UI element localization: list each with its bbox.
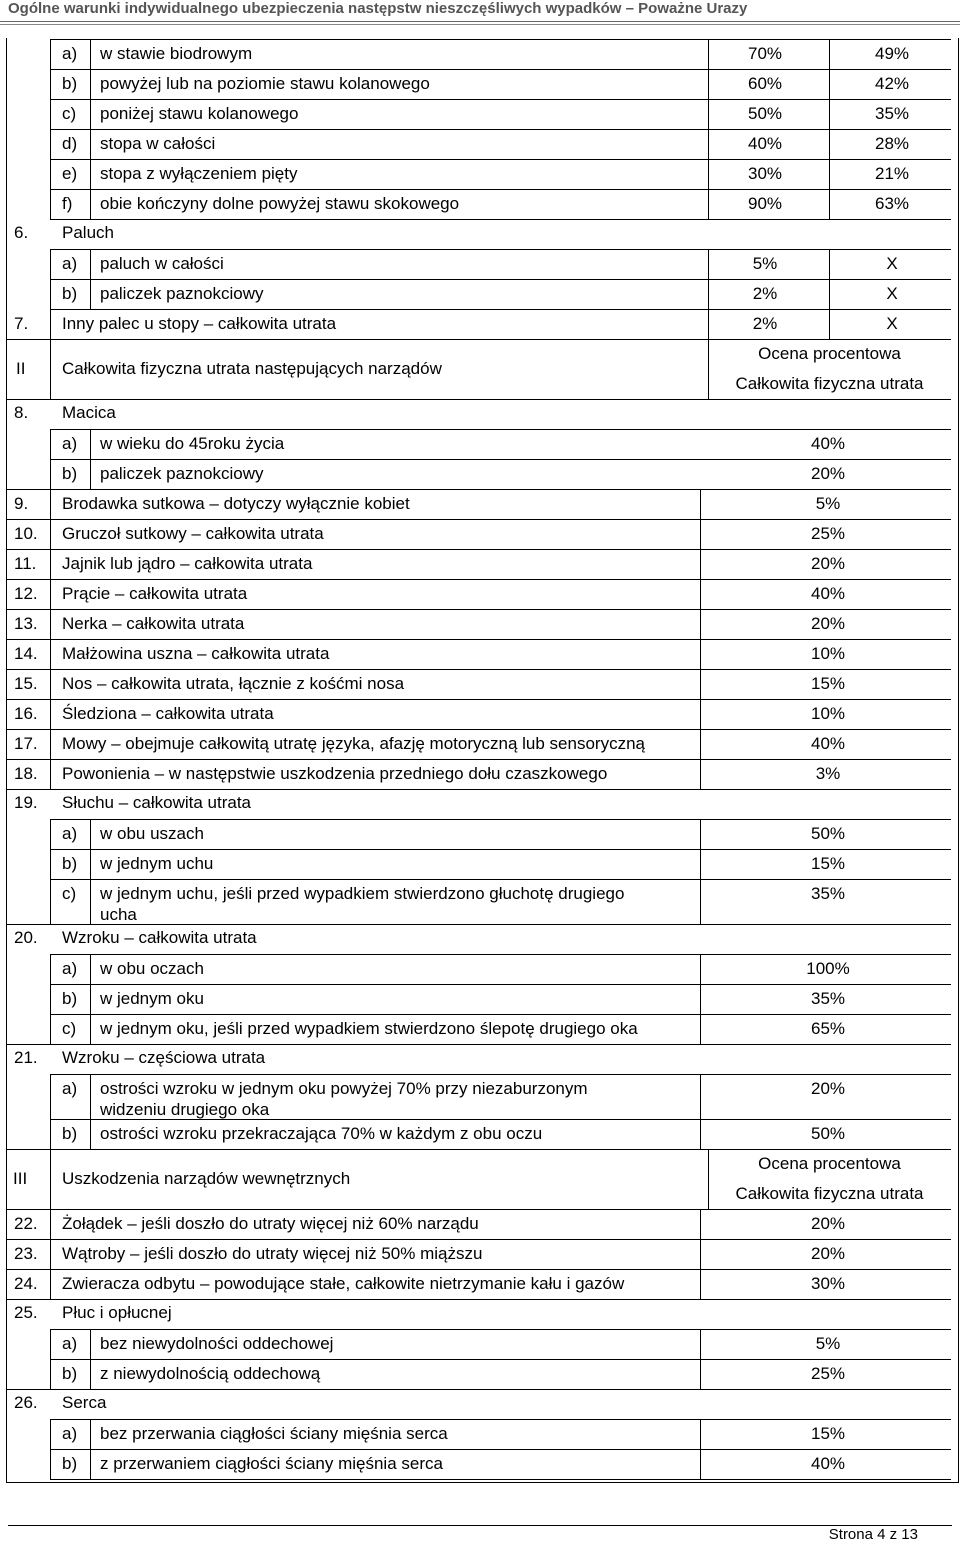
row-border <box>50 429 951 430</box>
header-rule-thin <box>0 24 960 25</box>
item-number: 9. <box>14 494 29 513</box>
row-value: 10% <box>810 644 846 663</box>
cell-border <box>700 819 701 849</box>
row-letter: f) <box>62 194 73 213</box>
cell-border <box>90 1329 91 1359</box>
row-border <box>6 1239 951 1240</box>
cell-border <box>700 1269 701 1299</box>
row-border <box>6 1149 951 1150</box>
item-number: 10. <box>14 524 38 543</box>
section-roman: III <box>13 1169 28 1188</box>
row-value-1: 2% <box>752 314 778 333</box>
row-border <box>50 279 951 280</box>
row-label: w wieku do 45roku życia <box>100 434 285 453</box>
row-border <box>50 459 951 460</box>
cell-border <box>708 99 709 129</box>
item-number: 17. <box>14 734 38 753</box>
item-label: Macica <box>62 403 116 422</box>
cell-border <box>708 39 709 69</box>
row-value: 25% <box>810 1364 846 1383</box>
cell-border <box>700 489 701 519</box>
cell-border <box>50 879 51 924</box>
row-border <box>6 579 951 580</box>
cell-border <box>50 1149 51 1209</box>
row-border <box>6 549 951 550</box>
row-value: 15% <box>810 854 846 873</box>
row-border <box>50 1074 951 1075</box>
row-value: 50% <box>810 824 846 843</box>
row-border <box>50 1449 951 1450</box>
row-border <box>50 1479 951 1480</box>
row-value-1: 60% <box>747 74 783 93</box>
row-label: z niewydolnością oddechową <box>100 1364 321 1383</box>
item-label: Serca <box>62 1393 107 1412</box>
cell-border <box>50 1014 51 1044</box>
cell-border <box>829 69 830 99</box>
cell-border <box>50 309 51 339</box>
row-label: w stawie biodrowym <box>100 44 253 63</box>
cell-border <box>50 1329 51 1359</box>
item-label: Powonienia – w następstwie uszkodzenia przedniego dołu czaszkowego <box>62 764 608 783</box>
cell-border <box>829 159 830 189</box>
row-border <box>50 39 951 40</box>
cell-border <box>708 159 709 189</box>
row-letter: a) <box>62 254 78 273</box>
row-border <box>6 789 951 790</box>
row-value-2: X <box>886 284 898 303</box>
row-value: 30% <box>810 1274 846 1293</box>
row-value: 40% <box>810 584 846 603</box>
item-label: Płuc i opłucnej <box>62 1303 172 1322</box>
item-label: Zwieracza odbytu – powodujące stałe, całkowite nietrzymanie kału i gazów <box>62 1274 625 1293</box>
page-header-title: Ogólne warunki indywidualnego ubezpieczenia następstw nieszczęśliwych wypadków – Poważne Urazy <box>8 0 748 17</box>
cell-border <box>90 1074 91 1119</box>
row-border <box>6 609 951 610</box>
cell-border <box>50 849 51 879</box>
cell-border <box>50 519 51 549</box>
cell-border <box>90 159 91 189</box>
row-label: poniżej stawu kolanowego <box>100 104 299 123</box>
row-value: 20% <box>810 464 846 483</box>
cell-border <box>829 129 830 159</box>
row-border <box>50 819 951 820</box>
cell-border <box>708 69 709 99</box>
row-value-1: 50% <box>747 104 783 123</box>
row-value: 40% <box>810 434 846 453</box>
column-header-1: Ocena procentowa <box>758 344 901 363</box>
row-label: stopa z wyłączeniem pięty <box>100 164 298 183</box>
item-label: Prącie – całkowita utrata <box>62 584 248 603</box>
cell-border <box>50 279 51 309</box>
cell-border <box>700 759 701 789</box>
cell-border <box>90 819 91 849</box>
section-title: Uszkodzenia narządów wewnętrznych <box>62 1169 351 1188</box>
cell-border <box>700 1074 701 1119</box>
row-letter: a) <box>62 44 78 63</box>
row-label: w jednym uchu, jeśli przed wypadkiem stwierdzono głuchotę drugiego <box>100 884 625 903</box>
section-title: Całkowita fizyczna utrata następujących narządów <box>62 359 442 378</box>
row-value: 25% <box>810 524 846 543</box>
cell-border <box>50 1419 51 1449</box>
row-border <box>6 1299 951 1300</box>
row-letter: e) <box>62 164 78 183</box>
cell-border <box>829 39 830 69</box>
item-label: Brodawka sutkowa – dotyczy wyłącznie kobiet <box>62 494 410 513</box>
row-label-cont: widzeniu drugiego oka <box>100 1100 270 1119</box>
cell-border <box>708 279 709 309</box>
cell-border <box>50 189 51 219</box>
row-letter: a) <box>62 1334 78 1353</box>
item-number: 6. <box>14 223 29 242</box>
row-value: 20% <box>810 1214 846 1233</box>
row-letter: b) <box>62 1124 78 1143</box>
cell-border <box>700 1014 701 1044</box>
cell-border <box>50 819 51 849</box>
cell-border <box>700 1209 701 1239</box>
row-letter: a) <box>62 1424 78 1443</box>
row-letter: b) <box>62 854 78 873</box>
row-value-2: X <box>886 314 898 333</box>
item-number: 13. <box>14 614 38 633</box>
row-letter: d) <box>62 134 78 153</box>
column-header-1: Ocena procentowa <box>758 1154 901 1173</box>
item-label: Małżowina uszna – całkowita utrata <box>62 644 330 663</box>
row-border <box>50 69 951 70</box>
row-value-2: 49% <box>874 44 910 63</box>
item-label: Inny palec u stopy – całkowita utrata <box>62 314 337 333</box>
row-value: 20% <box>810 1244 846 1263</box>
item-number: 20. <box>14 928 38 947</box>
cell-border <box>50 759 51 789</box>
cell-border <box>700 849 701 879</box>
cell-border <box>90 879 91 924</box>
cell-border <box>700 1359 701 1389</box>
cell-border <box>50 1269 51 1299</box>
page-number: Strona 4 z 13 <box>828 1526 918 1543</box>
cell-border <box>700 1449 701 1479</box>
row-value-2: 42% <box>874 74 910 93</box>
row-value: 3% <box>815 764 841 783</box>
item-number: 18. <box>14 764 38 783</box>
section-roman: II <box>16 359 26 378</box>
cell-border <box>700 1329 701 1359</box>
row-border <box>6 729 951 730</box>
row-border <box>50 309 951 310</box>
cell-border <box>700 954 701 984</box>
item-label: Nerka – całkowita utrata <box>62 614 245 633</box>
cell-border <box>829 99 830 129</box>
cell-border <box>90 984 91 1014</box>
cell-border <box>708 189 709 219</box>
cell-border <box>50 549 51 579</box>
cell-border <box>708 339 709 399</box>
cell-border <box>50 1119 51 1149</box>
cell-border <box>50 99 51 129</box>
row-border <box>6 339 951 340</box>
item-number: 7. <box>14 314 29 333</box>
row-letter: a) <box>62 959 78 978</box>
cell-border <box>50 639 51 669</box>
row-letter: b) <box>62 74 78 93</box>
cell-border <box>700 579 701 609</box>
item-number: 25. <box>14 1303 38 1322</box>
footer-rule <box>8 1525 952 1526</box>
cell-border <box>90 1419 91 1449</box>
row-value: 20% <box>810 554 846 573</box>
item-label: Żołądek – jeśli doszło do utraty więcej niż 60% narządu <box>62 1214 479 1233</box>
row-value-2: 63% <box>874 194 910 213</box>
cell-border <box>50 954 51 984</box>
row-value: 35% <box>810 884 846 903</box>
cell-border <box>700 729 701 759</box>
item-number: 15. <box>14 674 38 693</box>
cell-border <box>50 489 51 519</box>
row-label: z przerwaniem ciągłości ściany mięśnia serca <box>100 1454 443 1473</box>
row-value: 15% <box>810 674 846 693</box>
column-header-2: Całkowita fizyczna utrata <box>735 374 924 393</box>
row-value: 10% <box>810 704 846 723</box>
row-value-1: 2% <box>752 284 778 303</box>
cell-border <box>50 429 51 459</box>
cell-border <box>50 1359 51 1389</box>
row-border <box>50 984 951 985</box>
item-label: Mowy – obejmuje całkowitą utratę języka, afazję motoryczną lub sensoryczną <box>62 734 645 753</box>
row-label: w obu oczach <box>100 959 204 978</box>
row-border <box>50 1359 951 1360</box>
cell-border <box>90 1449 91 1479</box>
row-value: 100% <box>806 959 850 978</box>
row-label: stopa w całości <box>100 134 216 153</box>
cell-border <box>50 699 51 729</box>
row-value: 5% <box>815 1334 841 1353</box>
item-number: 26. <box>14 1393 38 1412</box>
row-value-1: 40% <box>747 134 783 153</box>
item-number: 24. <box>14 1274 38 1293</box>
row-value-1: 5% <box>752 254 778 273</box>
row-border <box>6 669 951 670</box>
row-value: 5% <box>815 494 841 513</box>
cell-border <box>90 249 91 279</box>
cell-border <box>90 39 91 69</box>
row-border <box>50 249 951 250</box>
item-label: Nos – całkowita utrata, łącznie z kośćmi nosa <box>62 674 405 693</box>
cell-border <box>50 129 51 159</box>
item-number: 14. <box>14 644 38 663</box>
header-rule <box>0 21 960 22</box>
row-letter: b) <box>62 1364 78 1383</box>
row-letter: a) <box>62 1079 78 1098</box>
row-value: 40% <box>810 734 846 753</box>
row-border <box>6 1269 951 1270</box>
cell-border <box>829 309 830 339</box>
row-border <box>50 189 951 190</box>
row-border <box>50 129 951 130</box>
row-border <box>6 759 951 760</box>
row-border <box>50 1329 951 1330</box>
row-border <box>6 1209 951 1210</box>
cell-border <box>50 1209 51 1239</box>
cell-border <box>90 69 91 99</box>
row-border <box>50 159 951 160</box>
cell-border <box>700 549 701 579</box>
row-label-cont: ucha <box>100 905 137 924</box>
row-value-2: 21% <box>874 164 910 183</box>
row-border <box>50 1119 951 1120</box>
row-letter: a) <box>62 434 78 453</box>
cell-border <box>50 339 51 399</box>
row-border <box>6 489 951 490</box>
row-value-1: 30% <box>747 164 783 183</box>
cell-border <box>50 39 51 69</box>
cell-border <box>708 309 709 339</box>
column-header-2: Całkowita fizyczna utrata <box>735 1184 924 1203</box>
item-label: Wzroku – całkowita utrata <box>62 928 257 947</box>
item-number: 16. <box>14 704 38 723</box>
item-label: Gruczoł sutkowy – całkowita utrata <box>62 524 324 543</box>
row-value: 15% <box>810 1424 846 1443</box>
row-border <box>6 399 951 400</box>
row-value: 40% <box>810 1454 846 1473</box>
row-border <box>50 219 951 220</box>
row-border <box>50 1014 951 1015</box>
row-label: ostrości wzroku w jednym oku powyżej 70% przy niezaburzonym <box>100 1079 588 1098</box>
item-number: 21. <box>14 1048 38 1067</box>
row-border <box>50 954 951 955</box>
row-letter: c) <box>62 104 77 123</box>
row-value-1: 90% <box>747 194 783 213</box>
item-number: 19. <box>14 793 38 812</box>
row-label: paliczek paznokciowy <box>100 464 264 483</box>
cell-border <box>50 159 51 189</box>
row-letter: c) <box>62 1019 77 1038</box>
cell-border <box>708 249 709 279</box>
cell-border <box>90 129 91 159</box>
cell-border <box>50 669 51 699</box>
cell-border <box>90 849 91 879</box>
row-border <box>50 849 951 850</box>
cell-border <box>90 1119 91 1149</box>
cell-border <box>700 879 701 924</box>
row-label: powyżej lub na poziomie stawu kolanowego <box>100 74 430 93</box>
cell-border <box>90 954 91 984</box>
row-value-1: 70% <box>747 44 783 63</box>
cell-border <box>700 1419 701 1449</box>
row-label: ostrości wzroku przekraczająca 70% w każdym z obu oczu <box>100 1124 543 1143</box>
row-label: w jednym uchu <box>100 854 214 873</box>
cell-border <box>50 459 51 489</box>
row-letter: b) <box>62 464 78 483</box>
row-border <box>6 924 951 925</box>
row-border <box>6 519 951 520</box>
item-number: 8. <box>14 403 29 422</box>
cell-border <box>90 1359 91 1389</box>
row-letter: c) <box>62 884 77 903</box>
cell-border <box>50 69 51 99</box>
row-label: paliczek paznokciowy <box>100 284 264 303</box>
cell-border <box>829 279 830 309</box>
row-border <box>6 699 951 700</box>
cell-border <box>700 519 701 549</box>
item-number: 22. <box>14 1214 38 1233</box>
cell-border <box>708 1149 709 1209</box>
row-letter: a) <box>62 824 78 843</box>
row-label: paluch w całości <box>100 254 224 273</box>
cell-border <box>700 1119 701 1149</box>
item-label: Paluch <box>62 223 114 242</box>
cell-border <box>700 669 701 699</box>
cell-border <box>90 459 91 489</box>
cell-border <box>700 609 701 639</box>
row-value: 20% <box>810 614 846 633</box>
cell-border <box>829 249 830 279</box>
cell-border <box>50 1449 51 1479</box>
row-value: 65% <box>810 1019 846 1038</box>
cell-border <box>829 189 830 219</box>
row-label: bez niewydolności oddechowej <box>100 1334 334 1353</box>
row-value: 50% <box>810 1124 846 1143</box>
item-label: Śledziona – całkowita utrata <box>62 704 274 723</box>
row-letter: b) <box>62 989 78 1008</box>
item-label: Jajnik lub jądro – całkowita utrata <box>62 554 313 573</box>
row-value-2: X <box>886 254 898 273</box>
row-value: 35% <box>810 989 846 1008</box>
cell-border <box>50 984 51 1014</box>
cell-border <box>50 249 51 279</box>
cell-border <box>708 129 709 159</box>
row-border <box>50 879 951 880</box>
row-value: 20% <box>810 1079 846 1098</box>
cell-border <box>700 699 701 729</box>
cell-border <box>700 639 701 669</box>
row-label: obie kończyny dolne powyżej stawu skokowego <box>100 194 460 213</box>
row-label: w jednym oku, jeśli przed wypadkiem stwierdzono ślepotę drugiego oka <box>100 1019 638 1038</box>
row-value-2: 28% <box>874 134 910 153</box>
row-border <box>6 639 951 640</box>
cell-border <box>700 1239 701 1269</box>
cell-border <box>90 429 91 459</box>
row-border <box>50 99 951 100</box>
cell-border <box>50 579 51 609</box>
row-letter: b) <box>62 284 78 303</box>
cell-border <box>50 1074 51 1119</box>
cell-border <box>90 279 91 309</box>
row-label: w obu uszach <box>100 824 204 843</box>
cell-border <box>90 1014 91 1044</box>
row-label: w jednym oku <box>100 989 204 1008</box>
item-number: 11. <box>14 554 37 573</box>
cell-border <box>50 1239 51 1269</box>
item-number: 23. <box>14 1244 38 1263</box>
cell-border <box>700 984 701 1014</box>
row-value-2: 35% <box>874 104 910 123</box>
cell-border <box>50 729 51 759</box>
row-border <box>6 1044 951 1045</box>
row-letter: b) <box>62 1454 78 1473</box>
row-border <box>6 1389 951 1390</box>
cell-border <box>50 609 51 639</box>
item-label: Wątroby – jeśli doszło do utraty więcej niż 50% miąższu <box>62 1244 483 1263</box>
item-label: Słuchu – całkowita utrata <box>62 793 251 812</box>
row-label: bez przerwania ciągłości ściany mięśnia serca <box>100 1424 448 1443</box>
item-label: Wzroku – częściowa utrata <box>62 1048 266 1067</box>
row-border <box>50 1419 951 1420</box>
item-number: 12. <box>14 584 38 603</box>
cell-border <box>90 189 91 219</box>
cell-border <box>90 99 91 129</box>
